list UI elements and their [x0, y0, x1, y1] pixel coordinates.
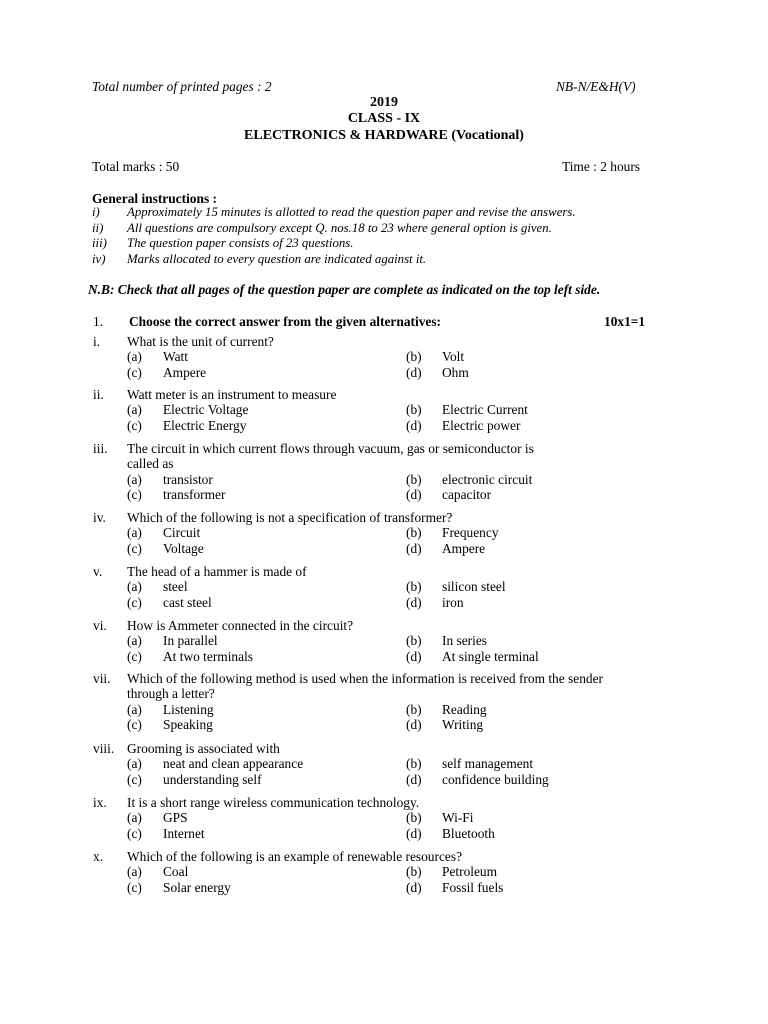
option-text: cast steel: [163, 594, 212, 610]
question-text: The circuit in which current flows through vacuum, gas or semiconductor is: [127, 441, 534, 456]
option-text: Petroleum: [442, 864, 498, 880]
option-letter: (a): [127, 525, 142, 541]
question-number: v.: [93, 564, 103, 579]
subject-title: ELECTRONICS & HARDWARE (Vocational): [244, 128, 524, 143]
question-number: iv.: [93, 510, 106, 525]
option-text: Volt: [442, 349, 465, 365]
option-text: Solar energy: [163, 879, 231, 895]
option-letter: (d): [406, 540, 422, 556]
option-letter: (a): [127, 579, 142, 595]
option-text: capacitor: [442, 487, 492, 503]
instruction-number: ii): [92, 221, 104, 235]
option-text: neat and clean appearance: [163, 756, 304, 772]
question-text: It is a short range wireless communication technology.: [127, 795, 420, 810]
time-allowed: Time : 2 hours: [562, 159, 641, 174]
option-letter: (b): [406, 701, 422, 717]
question-number: viii.: [93, 741, 115, 756]
option-letter: (a): [127, 633, 142, 649]
option-letter: (a): [127, 349, 142, 365]
option-text: At two terminals: [163, 648, 254, 664]
question-number: x.: [93, 849, 104, 864]
section-title: Choose the correct answer from the given alternatives:: [129, 314, 441, 329]
option-letter: (d): [406, 417, 422, 433]
option-letter: (a): [127, 701, 142, 717]
option-text: At single terminal: [442, 648, 539, 664]
option-text: Circuit: [163, 525, 201, 541]
option-letter: (c): [127, 825, 142, 841]
option-letter: (b): [406, 864, 422, 880]
option-text: transistor: [163, 471, 213, 487]
option-letter: (c): [127, 364, 142, 380]
total-marks: Total marks : 50: [92, 159, 180, 174]
option-text: Coal: [163, 864, 189, 880]
question-text: Which of the following is an example of renewable resources?: [127, 849, 463, 864]
option-letter: (b): [406, 402, 422, 418]
option-text: Internet: [163, 825, 205, 841]
question-number: vi.: [93, 618, 107, 633]
option-text: Reading: [442, 701, 487, 717]
question-text: Watt meter is an instrument to measure: [127, 387, 337, 402]
option-letter: (c): [127, 648, 142, 664]
question-text: through a letter?: [127, 686, 215, 702]
instruction-number: i): [92, 205, 100, 219]
option-letter: (b): [406, 579, 422, 595]
option-text: Writing: [442, 717, 484, 733]
option-letter: (b): [406, 471, 422, 487]
option-letter: (a): [127, 864, 142, 880]
instruction-text: Approximately 15 minutes is allotted to read the question paper and revise the answers.: [127, 205, 576, 219]
option-letter: (b): [406, 525, 422, 541]
option-letter: (d): [406, 717, 422, 733]
option-text: Electric Energy: [163, 417, 247, 433]
option-text: steel: [163, 579, 188, 595]
question-text: called as: [127, 456, 174, 472]
instruction-number: iv): [92, 252, 106, 266]
question-number: i.: [93, 334, 101, 349]
instruction-text: All questions are compulsory except Q. nos.18 to 23 where general option is given.: [127, 221, 552, 235]
option-text: Speaking: [163, 717, 213, 733]
option-letter: (d): [406, 594, 422, 610]
option-text: Fossil fuels: [442, 879, 504, 895]
section-marks: 10x1=1: [604, 314, 646, 329]
instruction-text: The question paper consists of 23 questions.: [127, 236, 354, 250]
option-text: Bluetooth: [442, 825, 495, 841]
option-text: GPS: [163, 810, 188, 826]
option-text: In series: [442, 633, 487, 649]
option-letter: (b): [406, 810, 422, 826]
option-letter: (b): [406, 756, 422, 772]
option-letter: (a): [127, 756, 142, 772]
option-text: Electric Voltage: [163, 402, 249, 418]
option-letter: (d): [406, 771, 422, 787]
option-text: transformer: [163, 487, 226, 503]
question-text: Which of the following is not a specification of transformer?: [127, 510, 453, 525]
option-letter: (c): [127, 879, 142, 895]
option-letter: (c): [127, 540, 142, 556]
option-text: Frequency: [442, 525, 499, 541]
option-text: iron: [442, 594, 464, 610]
option-text: silicon steel: [442, 579, 506, 595]
option-letter: (a): [127, 810, 142, 826]
option-letter: (b): [406, 633, 422, 649]
printed-pages-note: Total number of printed pages : 2: [92, 79, 272, 94]
option-letter: (c): [127, 771, 142, 787]
option-letter: (b): [406, 349, 422, 365]
option-text: In parallel: [163, 633, 218, 649]
option-letter: (a): [127, 402, 142, 418]
question-number: ix.: [93, 795, 107, 810]
question-number: ii.: [93, 387, 104, 402]
option-text: Ampere: [442, 540, 486, 556]
option-letter: (d): [406, 879, 422, 895]
option-letter: (d): [406, 364, 422, 380]
option-text: Ampere: [163, 364, 207, 380]
question-number: iii.: [93, 441, 108, 456]
option-text: Listening: [163, 701, 214, 717]
question-text: What is the unit of current?: [127, 334, 274, 349]
option-text: Electric Current: [442, 402, 528, 418]
option-text: confidence building: [442, 771, 549, 787]
instruction-number: iii): [92, 236, 107, 250]
option-text: Watt: [163, 349, 188, 365]
option-letter: (c): [127, 487, 142, 503]
option-text: understanding self: [163, 771, 262, 787]
instruction-text: Marks allocated to every question are indicated against it.: [127, 252, 427, 266]
section-number: 1.: [93, 314, 104, 329]
question-text: Which of the following method is used when the information is received from the sender: [127, 671, 603, 686]
option-letter: (d): [406, 648, 422, 664]
option-text: Voltage: [163, 540, 204, 556]
question-text: Grooming is associated with: [127, 741, 280, 756]
option-letter: (d): [406, 487, 422, 503]
option-letter: (c): [127, 717, 142, 733]
option-text: Electric power: [442, 417, 521, 433]
option-letter: (a): [127, 471, 142, 487]
instructions-title: General instructions :: [92, 191, 217, 206]
class-title: CLASS - IX: [347, 111, 421, 126]
question-text: The head of a hammer is made of: [127, 564, 307, 579]
paper-code: NB-N/E&H(V): [556, 79, 636, 94]
question-text: How is Ammeter connected in the circuit?: [127, 618, 354, 633]
option-text: electronic circuit: [442, 471, 533, 487]
option-letter: (c): [127, 417, 142, 433]
option-letter: (d): [406, 825, 422, 841]
option-letter: (c): [127, 594, 142, 610]
option-text: Wi-Fi: [442, 810, 474, 826]
option-text: Ohm: [442, 364, 469, 380]
exam-year: 2019: [370, 95, 398, 110]
question-number: vii.: [93, 671, 111, 686]
option-text: self management: [442, 756, 534, 772]
nb-note: N.B: Check that all pages of the question paper are complete as indicated on the top left side.: [88, 282, 601, 297]
